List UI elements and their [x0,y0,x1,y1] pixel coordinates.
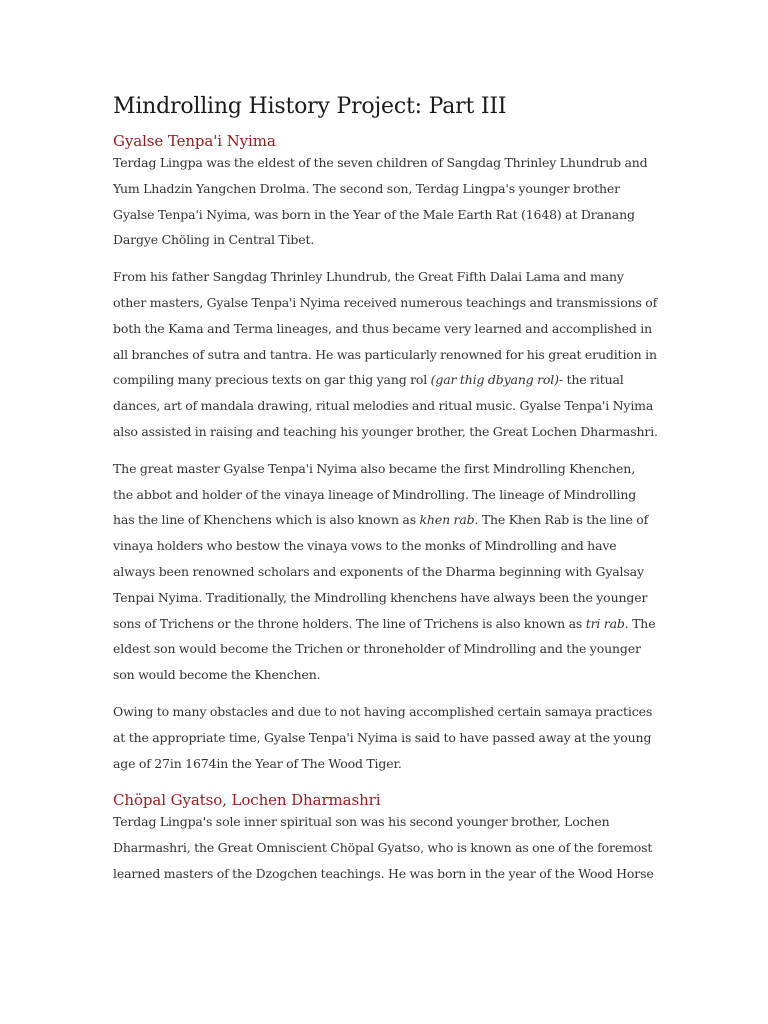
page-title: Mindrolling History Project: Part III [113,94,507,119]
document-page [113,92,658,898]
paragraph [113,699,658,776]
paragraph-text: Terdag Lingpa was the eldest of the seven children of Sangdag Thrinley Lhundrub and Yum Lhadzin Yangchen Drolma. The second son, Terdag Lingpa's younger brother Gyalse Tenpa'i Nyima, was born in the Year of the Male Earth Rat (1648) at Dranang Dargye Chöling in Central Tibet. [113,155,648,248]
italic-term: khen rab [419,512,475,528]
paragraph-text: . The eldest son would become the Trichen or throneholder of Mindrolling and the younger son would become the Khenchen. [113,615,656,683]
paragraph [113,264,658,445]
paragraph-text: . The Khen Rab is the line of vinaya holders who bestow the vinaya vows to the monks of Mindrolling and have always been renowned scholars and exponents of the Dharma beginning with Gyalsay Tenpai Nyima. Traditionally, the Mindrolling khenchens have always been the younger sons of Trichens or the throne holders. The line of Trichens is also known as [113,512,649,631]
section-chopal-gyatso [113,790,658,886]
paragraph-text: From his father Sangdag Thrinley Lhundrub, the Great Fifth Dalai Lama and many other masters, Gyalse Tenpa'i Nyima received numerous teachings and transmissions of both the Kama and Terma lineages, and thus became very learned and accomplished in all branches of sutra and tantra. He was particularly renowned for his great erudition in compiling many precious texts on gar thig yang rol [113,269,658,388]
paragraph [113,809,658,886]
section-heading: Chöpal Gyatso, Lochen Dharmashri [113,791,381,810]
paragraph-text: The great master Gyalse Tenpa'i Nyima also became the first Mindrolling Khenchen, the abbot and holder of the vinaya lineage of Mindrolling. The lineage of Mindrolling has the line of Khenchens which is also known as [113,460,637,528]
italic-term: (gar thig dbyang rol) [430,372,559,388]
paragraph-text: - the ritual dances, art of mandala drawing, ritual melodies and ritual music. Gyalse Tenpa'i Nyima also assisted in raising and teaching his younger brother, the Great Lochen Dharmashri. [113,372,658,439]
paragraph-text: Terdag Lingpa's sole inner spiritual son was his second younger brother, Lochen Dharmashri, the Great Omniscient Chöpal Gyatso, who is known as one of the foremost learned masters of the Dzogchen teachings. He was born in the year of the Wood Horse [113,814,654,881]
italic-term: tri rab [585,615,625,631]
paragraph [113,150,658,253]
section-heading: Gyalse Tenpa'i Nyima [113,132,276,150]
section-gyalse-tenpai-nyima [113,131,658,776]
paragraph-text: Owing to many obstacles and due to not having accomplished certain samaya practices at the appropriate time, Gyalse Tenpa'i Nyima is said to have passed away at the young age of 27in 1674in the Year of The Wood Tiger. [113,703,653,771]
paragraph [113,456,658,688]
